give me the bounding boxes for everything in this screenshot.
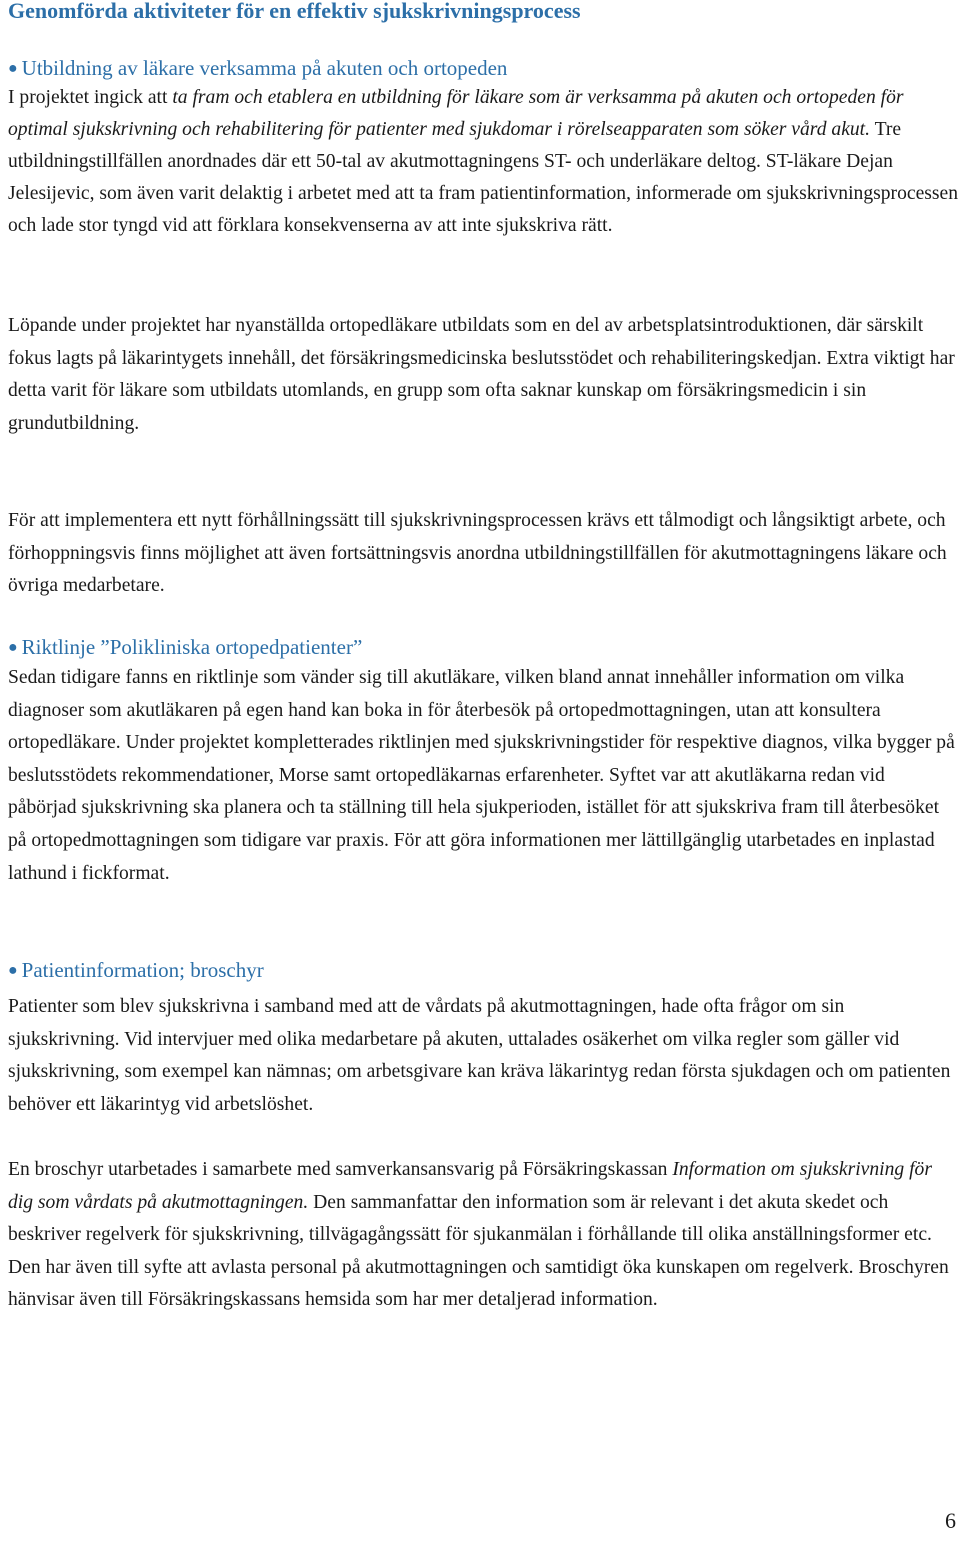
section-title-text: Patientinformation; broschyr	[21, 958, 264, 982]
paragraph-rest: Tre utbildningstillfällen anordnades där ett 50-tal av akutmottagningens ST- och underläkare deltog. ST-läkare Dejan Jelesijevic, som även varit delaktig i arbetet med att ta fram patientinformation, informerade om sjukskrivningsprocessen och lade stor tyngd vid att förklara konsekvenserna av att inte sjukskriva rätt.	[8, 119, 959, 236]
bullet-icon: ●	[8, 60, 18, 77]
page-number: 6	[945, 1508, 956, 1533]
section-title-patientinformation	[8, 958, 264, 983]
section-title-riktlinje	[8, 635, 362, 660]
section-title-utbildning	[8, 56, 507, 81]
section-title-text: Utbildning av läkare verksamma på akuten och ortopeden	[21, 56, 508, 80]
section-title-text: Riktlinje ”Polikliniska ortopedpatienter”	[21, 635, 363, 659]
paragraph	[8, 1154, 958, 1317]
brochure-title: Information om sjukskrivning för dig som vårdats på akutmottagningen.	[8, 1159, 932, 1213]
paragraph-rest: Den sammanfattar den information som är relevant i det akuta skedet och beskriver regelverk för sjukskrivning, tillvägagångssätt för sjukanmälan i förhållande till olika anställningsformer etc. Den har även till syfte att avlasta personal på akutmottagningen och samtidigt öka kunskapen om regelverk. Broschyren hänvisar även till Försäkringskassans hemsida som har mer detaljerad information.	[8, 1191, 949, 1311]
paragraph: Sedan tidigare fanns en riktlinje som vänder sig till akutläkare, vilken bland annat innehåller information om vilka diagnoser som akutläkaren på egen hand kan boka in för återbesök på ortopedmottagningen, utan att konsultera ortopedläkare. Under projektet kompletterades riktlinjen med sjukskrivningstider för respektive diagnos, vilka bygger på beslutsstödets rekommendationer, Morse samt ortopedläkarnas erfarenheter. Syftet var att akutläkarna redan vid påbörjad sjukskrivning ska planera och ta ställning till hela sjukperioden, istället för att sjukskriva fram till återbesöket på ortopedmottagningen som tidigare var praxis. För att göra informationen mer lättillgänglig utarbetades en inplastad lathund i fickformat.	[8, 667, 955, 884]
bullet-icon: ●	[8, 639, 18, 656]
page-heading: Genomförda aktiviteter för en effektiv sjukskrivningsprocess	[8, 0, 581, 23]
paragraph-lead: I projektet ingick att	[8, 87, 173, 108]
paragraph-lead: En broschyr utarbetades i samarbete med samverkansansvarig på Försäkringskassan	[8, 1159, 673, 1180]
paragraph-italic: ta fram och etablera en utbildning för läkare som är verksamma på akuten och ortopeden för optimal sjukskrivning och rehabilitering för patienter med sjukdomar i rörelseapparaten som söker vård akut.	[8, 87, 904, 140]
paragraph: Patienter som blev sjukskrivna i samband med att de vårdats på akutmottagningen, hade ofta frågor om sin sjukskrivning. Vid intervjuer med olika medarbetare på akuten, uttalades osäkerhet om vilka regler som gäller vid sjukskrivning, som exempel kan nämnas; om arbetsgivare kan kräva läkarintyg redan första sjukdagen och om patienten behöver ett läkarintyg vid arbetslöshet.	[8, 996, 951, 1115]
paragraph: Löpande under projektet har nyanställda ortopedläkare utbildats som en del av arbetsplatsintroduktionen, där särskilt fokus lagts på läkarintygets innehåll, det försäkringsmedicinska beslutsstödet och rehabiliteringskedjan. Extra viktigt har detta varit för läkare som utbildats utomlands, en grupp som ofta saknar kunskap om försäkringsmedicin i sin grundutbildning.	[8, 315, 955, 434]
paragraph	[8, 82, 958, 242]
paragraph: För att implementera ett nytt förhållningssätt till sjukskrivningsprocessen krävs ett tålmodigt och långsiktigt arbete, och förhoppningsvis finns möjlighet att även fortsättningsvis anordna utbildningstillfällen för akutmottagningens läkare och övriga medarbetare.	[8, 510, 947, 597]
bullet-icon: ●	[8, 962, 18, 979]
